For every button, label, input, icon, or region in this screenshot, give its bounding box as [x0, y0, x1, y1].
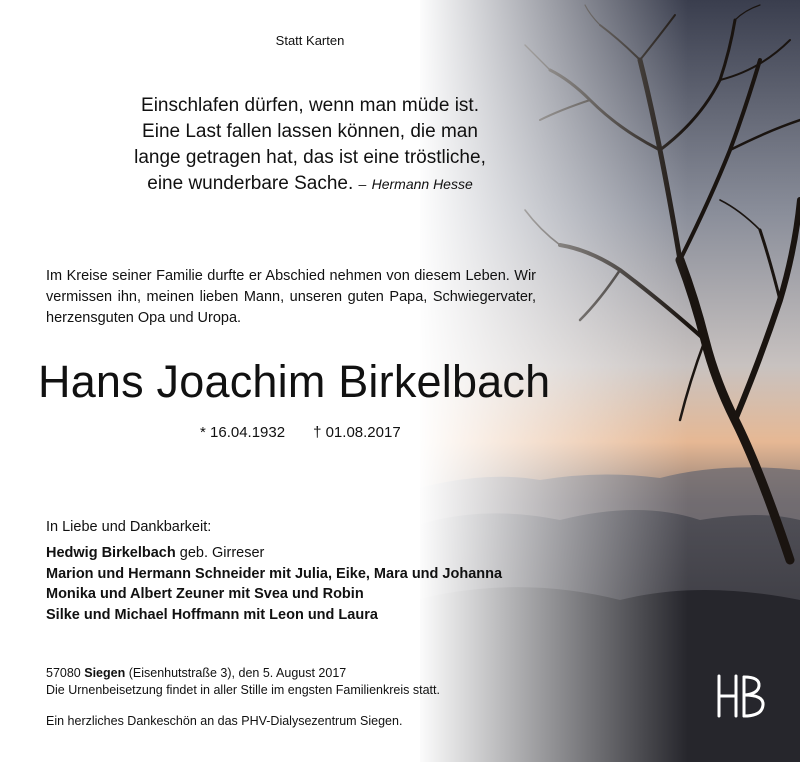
postcode: 57080 [46, 666, 81, 680]
mourner-name: Silke und Michael Hoffmann mit Leon und Laura [46, 606, 378, 623]
quote-line-last [60, 171, 560, 197]
quote-line: eine wunderbare Sache. [147, 173, 354, 194]
mourner-name: Hedwig Birkelbach [46, 545, 176, 561]
city: Siegen [84, 666, 126, 680]
quote-line: lange getragen hat, das ist eine tröstliche, [134, 147, 486, 168]
quote-line: Einschlafen dürfen, wenn man müde ist. [141, 95, 479, 116]
mourners-list [46, 543, 502, 625]
mourner-line [46, 584, 502, 605]
mourner-name: Marion und Hermann Schneider mit Julia, Eike, Mara und Johanna [46, 565, 503, 582]
thanks-note: Ein herzliches Dankeschön an das PHV-Dialysezentrum Siegen. [46, 714, 403, 728]
birth-date: * 16.04.1932 [200, 424, 286, 441]
footer-block [46, 665, 440, 699]
mourner-line [46, 564, 502, 585]
quote-author: Hermann Hesse [371, 176, 473, 192]
hb-monogram [714, 673, 768, 719]
mourner-line [46, 605, 502, 626]
mourner-maiden-name: geb. Girreser [175, 545, 265, 561]
address-date: (Eisenhutstraße 3), den 5. August 2017 [125, 666, 347, 680]
mourners-heading: In Liebe und Dankbarkeit: [46, 519, 212, 535]
header-label: Statt Karten [275, 33, 345, 48]
mourner-line [46, 543, 502, 564]
deceased-name: Hans Joachim Birkelbach [38, 356, 551, 407]
mourner-name: Monika und Albert Zeuner mit Svea und Robin [46, 586, 364, 602]
quote-dash: – [358, 176, 367, 192]
death-date: † 01.08.2017 [313, 424, 401, 441]
burial-note: Die Urnenbeisetzung findet in aller Stille im engsten Familienkreis statt. [46, 683, 440, 697]
life-dates [200, 424, 401, 441]
address-line [46, 665, 440, 682]
quote-block [60, 93, 560, 197]
quote-line: Eine Last fallen lassen können, die man [142, 121, 478, 142]
intro-text: Im Kreise seiner Familie durfte er Abschied nehmen von diesem Leben. Wir vermissen ihn, meinen lieben Mann, unseren guten Papa, Schwiegervater, herzensguten Opa und Uropa. [46, 268, 536, 326]
